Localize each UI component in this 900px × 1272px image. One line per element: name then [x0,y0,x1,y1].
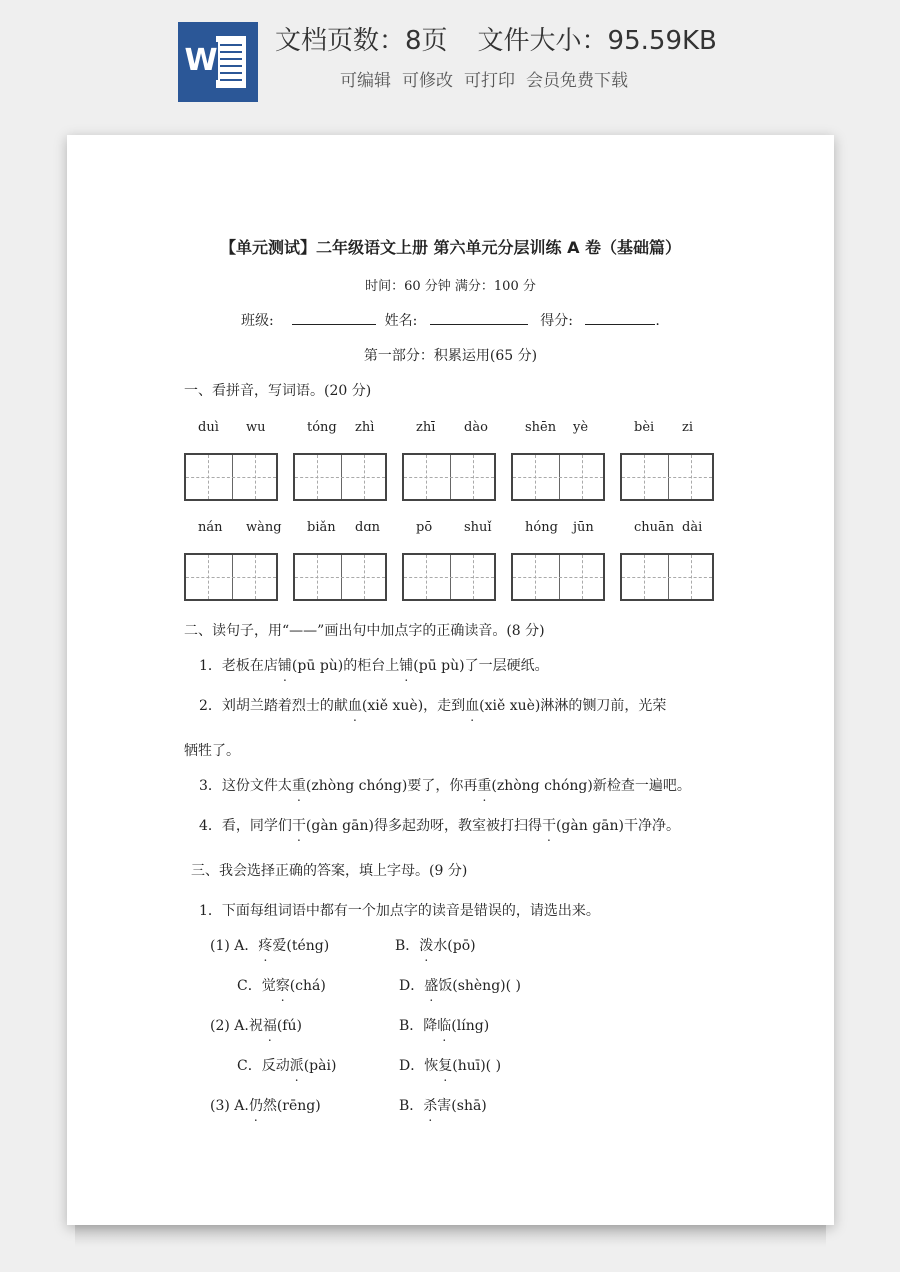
writing-grid[interactable] [293,453,387,501]
feature-modifiable: 可修改 [402,71,453,91]
writing-grid[interactable] [511,553,605,601]
pinyin-syllable: yè [573,420,589,435]
document-title: 【单元测试】二年级语文上册 第六单元分层训练 A 卷（基础篇） [219,238,682,257]
pinyin-syllable: zi [682,420,694,435]
option-3a: (3) A.仍然(rēng) [210,1098,321,1114]
score-label: 得分: [540,313,573,329]
class-label: 班级: [241,313,274,329]
q2-sentence-2-cont: 牺牲了。 [184,743,240,759]
pinyin-syllable: duì [198,420,219,435]
pinyin-syllable: wàng [246,520,282,535]
name-blank[interactable] [430,310,528,325]
feature-member-download: 会员免费下载 [526,71,628,91]
name-label: 姓名: [384,313,418,329]
class-blank[interactable] [292,310,376,325]
part-one-heading: 第一部分：积累运用(65 分) [363,348,538,364]
file-info [275,20,747,57]
q2-sentence-2: 2．刘胡兰踏着烈士的献血(xiě xuè)，走到血(xiě xuè)淋淋的铡刀前，光荣 [199,698,667,714]
pinyin-syllable: zhì [355,420,375,435]
question-three: 三、我会选择正确的答案，填上字母。(9 分) [191,863,468,879]
option-2a: (2) A.祝福(fú) [210,1018,302,1034]
time-line: 时间：60 分钟 满分：100 分 [365,279,536,294]
pinyin-syllable: biǎn [307,520,336,535]
feature-list [340,66,639,91]
page-count: 文档页数：8页 [275,26,448,56]
pinyin-syllable: shuǐ [464,520,492,535]
feature-editable: 可编辑 [340,71,391,91]
writing-grid[interactable] [402,453,496,501]
file-size: 文件大小：95.59KB [477,26,717,56]
pinyin-syllable: dào [464,420,488,435]
option-2b: B．降临(líng) [399,1018,490,1034]
option-1a: (1) A．疼爱(téng) [210,938,330,954]
info-line [241,310,660,330]
pinyin-syllable: tóng [307,420,337,435]
score-blank[interactable] [585,310,655,325]
word-document-icon: W [178,22,258,102]
option-1b: B．泼水(pō) [395,938,476,954]
option-2c: C．反动派(pài) [237,1058,337,1074]
pinyin-syllable: pō [416,520,433,535]
option-1c: C．觉察(chá) [237,978,326,994]
pinyin-syllable: jūn [573,520,594,535]
option-1d: D．盛饭(shèng)( ) [399,978,521,994]
option-2d: D．恢复(huī)( ) [399,1058,502,1074]
q2-sentence-3: 3．这份文件太重(zhòng chóng)要了，你再重(zhòng chóng)新检查一遍吧。 [199,778,691,794]
feature-printable: 可打印 [464,71,515,91]
writing-grid[interactable] [620,453,714,501]
q2-sentence-1: 1．老板在店铺(pū pù)的柜台上铺(pū pù)了一层硬纸。 [199,658,549,674]
writing-grid[interactable] [293,553,387,601]
writing-grid[interactable] [184,453,278,501]
q2-sentence-4: 4．看，同学们干(gàn gān)得多起劲呀，教室被打扫得干(gàn gān)干净净。 [199,818,680,834]
writing-grid[interactable] [511,453,605,501]
question-one: 一、看拼音，写词语。(20 分) [184,383,372,399]
pinyin-syllable: nán [198,520,223,535]
score-end: . [655,313,660,329]
pinyin-syllable: hóng [525,520,558,535]
writing-grid[interactable] [184,553,278,601]
pinyin-syllable: wu [246,420,266,435]
q3-instruction: 1．下面每组词语中都有一个加点字的读音是错误的，请选出来。 [199,903,600,919]
pinyin-syllable: chuān [634,520,675,535]
page-shadow [75,1225,826,1247]
writing-grid[interactable] [402,553,496,601]
option-3b: B．杀害(shā) [399,1098,487,1114]
pinyin-syllable: bèi [634,420,655,435]
pinyin-syllable: shēn [525,420,557,435]
pinyin-syllable: zhī [416,420,436,435]
pinyin-syllable: dài [682,520,703,535]
download-banner [0,0,900,120]
document-page [67,135,834,1225]
pinyin-syllable: dɑn [355,520,381,535]
writing-grid[interactable] [620,553,714,601]
question-two: 二、读句子，用“——”画出句中加点字的正确读音。(8 分) [184,623,545,639]
